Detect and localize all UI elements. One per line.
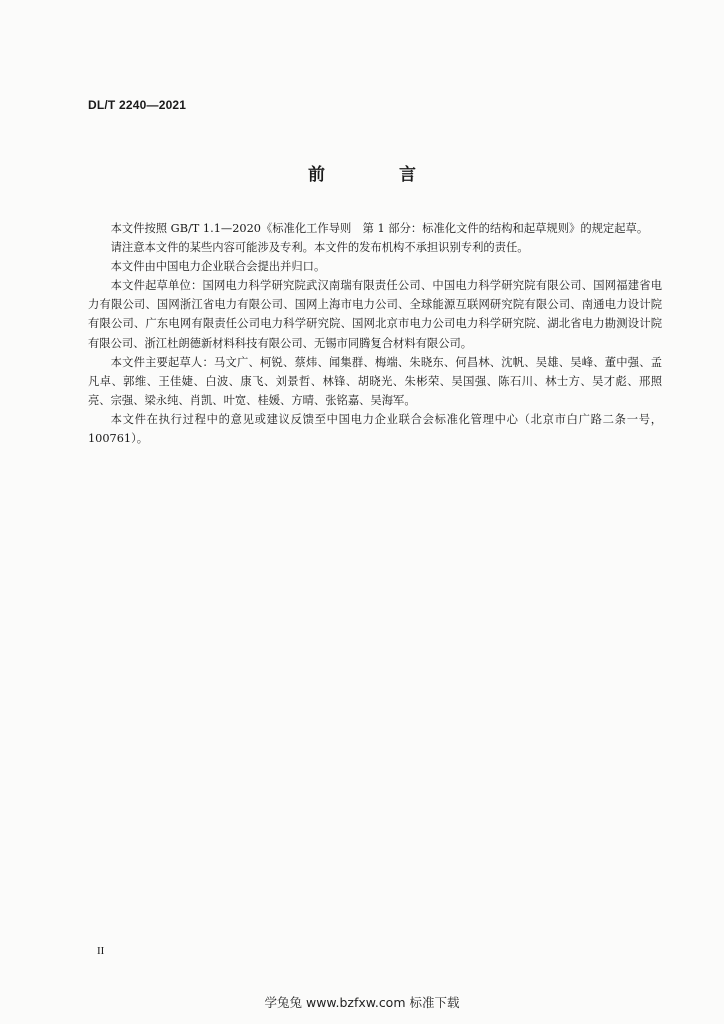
- paragraph-feedback: 本文件在执行过程中的意见或建议反馈至中国电力企业联合会标准化管理中心（北京市白广路二条一号，100761）。: [88, 412, 662, 446]
- paragraph-proposer: 本文件由中国电力企业联合会提出并归口。: [110, 260, 326, 274]
- document-code: DL/T 2240—2021: [88, 98, 187, 112]
- site-watermark: 学兔兔 www.bzfxw.com 标准下载: [264, 995, 460, 1010]
- page-number: II: [97, 945, 105, 957]
- paragraph-drafting-units: 本文件起草单位：国网电力科学研究院武汉南瑞有限责任公司、中国电力科学研究院有限公司、国网福建省电力有限公司、国网浙江省电力有限公司、国网上海市电力公司、全球能源互联网研究院有限公司、南通电力设计院有限公司、广东电网有限责任公司电力科学研究院、国网北京市电力公司电力科学研究院、湖北省电力勘测设计院有限公司、浙江杜朗德新材料科技有限公司、无锡市同腾复合材料有限公司。: [88, 279, 662, 350]
- paragraph-patent-notice: 请注意本文件的某些内容可能涉及专利。本文件的发布机构不承担识别专利的责任。: [110, 241, 529, 255]
- paragraph-drafters: 本文件主要起草人：马文广、柯锐、蔡炜、闻集群、梅端、朱晓东、何昌林、沈帆、吴雄、吴峰、董中强、孟凡卓、郭维、王佳婕、白波、康飞、刘景哲、林锋、胡晓光、朱彬荣、吴国强、陈石川、林士方、吴才彪、邢照亮、宗强、梁永纯、肖凯、叶宽、桂媛、方晴、张铭嘉、吴海军。: [88, 355, 662, 407]
- foreword-body: [88, 219, 662, 448]
- page-title: 前 言: [308, 165, 450, 185]
- paragraph-drafting-basis: 本文件按照 GB/T 1.1—2020《标准化工作导则 第 1 部分：标准化文件的结构和起草规则》的规定起草。: [110, 222, 649, 235]
